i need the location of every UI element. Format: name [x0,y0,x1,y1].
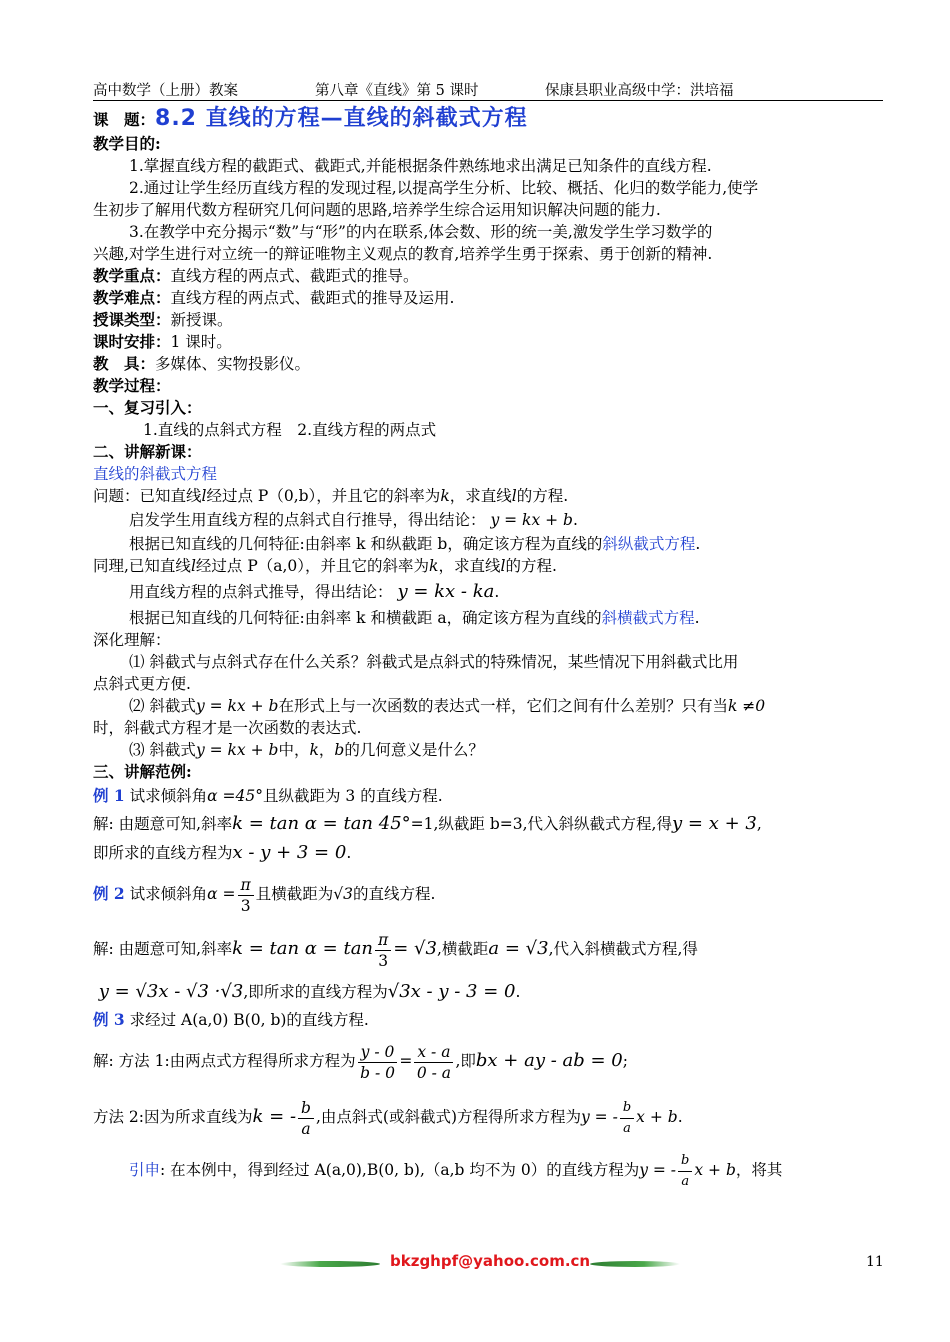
tools: 教 具：多媒体、实物投影仪。 [93,354,311,373]
geometry-2: 根据已知直线的几何特征:由斜率 k 和横截距 a，确定该方程为直线的斜横截式方程. [129,609,700,627]
header-course: 高中数学（上册）教案 [93,83,238,99]
newlesson-heading: 二、讲解新课： [93,442,202,461]
keypoint: 教学重点：直线方程的两点式、截距式的推导。 [93,266,419,285]
deepen-2a: ⑵ 斜截式y = kx + b在形式上与一次函数的表达式一样，它们之间有什么差别？只有当k ≠0 [129,697,766,715]
example-2: 例 2 试求倾斜角α = $\frac{\pi}{3}$ 且横截距为√3的直线方程. [93,875,436,915]
page-number: 11 [866,1254,884,1270]
process-heading: 教学过程： [93,376,171,395]
solution-2: 解: 由题意可知,斜率k = tan α = tan $\frac{\pi}{3}$ = √3,横截距a = √3,代入斜横截式方程,得 [93,930,698,970]
examples-heading: 三、讲解范例: [93,762,192,781]
lesson-type: 授课类型：新授课。 [93,310,233,329]
objective-3a: 3.在教学中充分揭示“数”与“形”的内在联系,体会数、形的统一美,激发学生学习数学的 [129,223,713,241]
deepen-1a: ⑴ 斜截式与点斜式存在什么关系？斜截式是点斜式的特殊情况，某些情况下用斜截式比用 [129,653,739,671]
header-school: 保康县职业高级中学：洪培福 [545,83,734,99]
objective-2a: 2.通过让学生经历直线方程的发现过程,以提高学生分析、比较、概括、化归的数学能力,使学 [129,179,759,197]
derivation-2: 用直线方程的点斜式推导，得出结论： y = kx - ka. [129,581,500,602]
fraction-pi-over-3: $\frac{\pi}{3}$ [238,875,254,916]
equation-slope-x-intercept: y = kx - ka [397,581,495,602]
solution-3-method-2: 方法 2:因为所求直线为k = - $\frac{b}{a}$ ,由点斜式(或斜截式)方程得所求方程为y = - $\frac{b}{a}$ x + b. [93,1098,683,1138]
page-header [93,78,883,101]
deepen-3: ⑶ 斜截式y = kx + b中，k，b的几何意义是什么？ [129,741,484,759]
geometry-1: 根据已知直线的几何特征:由斜率 k 和纵截距 b，确定该方程为直线的斜纵截式方程. [129,535,701,553]
difficulty: 教学难点：直线方程的两点式、截距式的推导及运用. [93,288,455,307]
solution-1: 解: 由题意可知,斜率k = tan α = tan 45°=1,纵截距 b=3,代入斜纵截式方程,得y = x + 3, [93,813,762,834]
header-chapter: 第八章《直线》第 5 课时 [315,83,479,99]
lesson-title: 课 题：8.2 直线的方程—直线的斜截式方程 [93,106,528,131]
solution-2-result: y = √3x - √3 ·√3,即所求的直线方程为√3x - y - 3 = 0. [93,981,521,1002]
footer-email[interactable]: bkzghpf@yahoo.com.cn [390,1252,591,1270]
example-3: 例 3 求经过 A(a,0) B(0, b)的直线方程. [93,1010,369,1029]
decorative-swoosh-right [590,1261,680,1267]
newlesson-subheading: 直线的斜截式方程 [93,465,218,483]
question-1: 问题：已知直线l经过点 P（0,b），并且它的斜率为k，求直线l的方程. [93,487,569,505]
deepen-2b: 时，斜截式方程才是一次函数的表达式. [93,719,362,737]
solution-1-result: 即所求的直线方程为x - y + 3 = 0. [93,842,352,863]
question-2: 同理,已知直线l经过点 P（a,0），并且它的斜率为k，求直线l的方程. [93,557,557,575]
derivation-1: 启发学生用直线方程的点斜式自行推导，得出结论： y = kx + b. [129,511,578,529]
deepen-heading: 深化理解： [93,631,171,649]
equation-slope-intercept: y = kx + b [490,511,573,529]
lesson-content [93,106,883,1195]
extension: 引申: 在本例中，得到经过 A(a,0),B(0, b),（a,b 均不为 0）的直线方程为y = - $\frac{b}{a}$ x + b，将其 [129,1152,783,1189]
objectives-heading: 教学目的: [93,134,161,153]
objective-1: 1.掌握直线方程的截距式、截距式,并能根据条件熟练地求出满足已知条件的直线方程. [129,157,712,175]
page-footer [280,1252,700,1272]
objective-2b: 生初步了解用代数方程研究几何问题的思路,培养学生综合运用知识解决问题的能力. [93,201,661,219]
schedule: 课时安排：1 课时。 [93,332,232,351]
review-heading: 一、复习引入： [93,398,202,417]
objective-3b: 兴趣,对学生进行对立统一的辩证唯物主义观点的教育,培养学生勇于探索、勇于创新的精神. [93,245,713,263]
review-items: 1.直线的点斜式方程 2.直线方程的两点式 [143,421,437,439]
title-text: 8.2 直线的方程—直线的斜截式方程 [155,106,528,131]
example-1: 例 1 试求倾斜角α =45°且纵截距为 3 的直线方程. [93,786,443,805]
deepen-1b: 点斜式更方便. [93,675,191,693]
solution-3-method-1: 解: 方法 1:由两点式方程得所求方程为 $\frac{y - 0}{b - 0}$ = $\frac{x - a}{0 - a}$ ,即bx + ay - ab = 0; [93,1042,628,1082]
decorative-swoosh-left [280,1261,380,1267]
